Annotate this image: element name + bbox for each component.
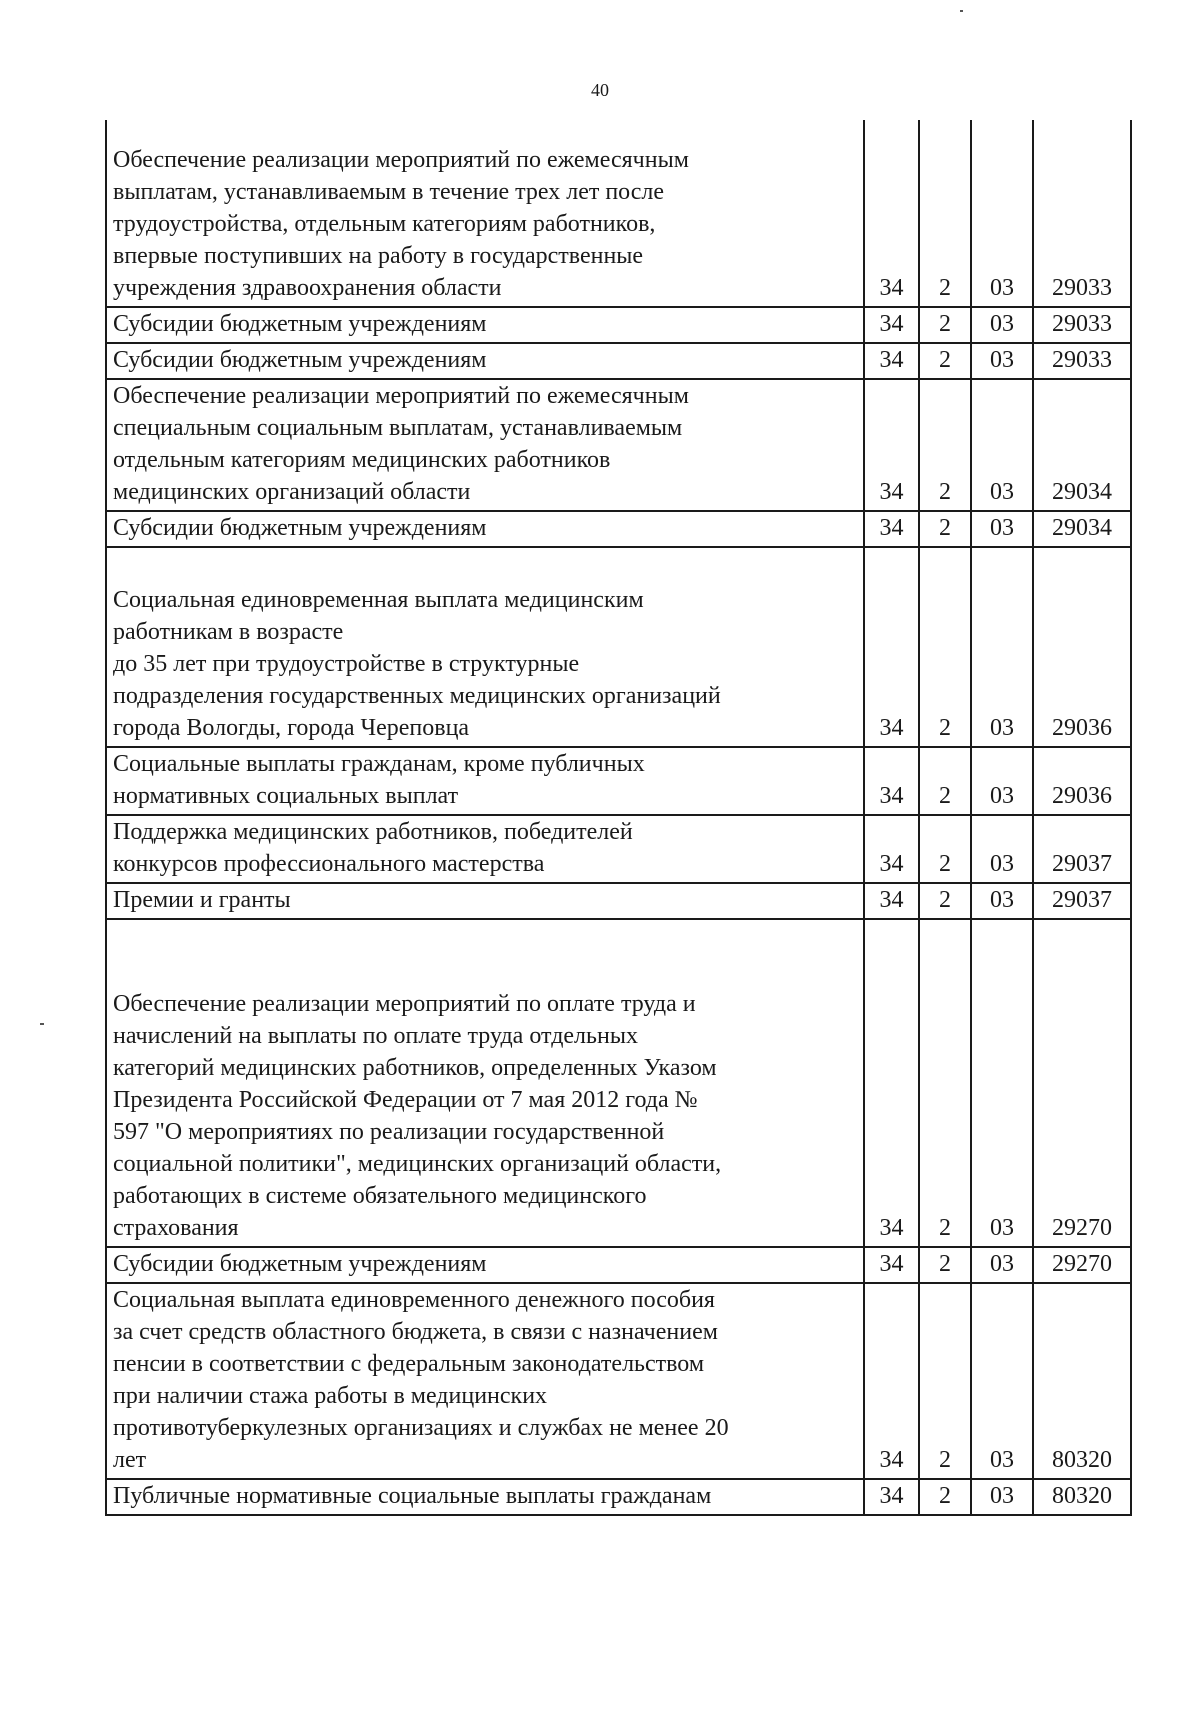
table-row [106,1247,1131,1283]
code-item: 03 [971,547,1033,747]
code-target: 29034 [1033,511,1131,547]
table-row [106,120,1131,307]
code-subsection: 2 [919,815,971,883]
code-subsection: 2 [919,1283,971,1479]
code-item: 03 [971,747,1033,815]
row-description [106,379,864,511]
row-description [106,307,864,343]
description-line: трудоустройства, отдельным категориям работников, [113,211,656,237]
description-line: специальным социальным выплатам, устанавливаемым [113,415,683,441]
description-line: учреждения здравоохранения области [113,275,502,301]
description-line: впервые поступивших на работу в государственные [113,243,644,269]
code-target: 29036 [1033,747,1131,815]
row-description [106,883,864,919]
description-line: Субсидии бюджетным учреждениям [113,515,487,541]
table-row [106,1479,1131,1515]
code-subsection: 2 [919,747,971,815]
code-target: 29036 [1033,547,1131,747]
description-line: нормативных социальных выплат [113,783,459,809]
code-section: 34 [864,747,919,815]
description-line: лет [113,1447,147,1473]
description-line: Публичные нормативные социальные выплаты гражданам [113,1483,712,1509]
description-line: Поддержка медицинских работников, победителей [113,819,633,845]
description-line: выплатам, устанавливаемым в течение трех лет после [113,179,665,205]
description-line: Обеспечение реализации мероприятий по оплате труда и [113,991,696,1017]
table-row [106,343,1131,379]
table-row [106,1283,1131,1479]
description-line: Обеспечение реализации мероприятий по ежемесячным [113,147,689,173]
description-line: при наличии стажа работы в медицинских [113,1383,548,1409]
description-line: Социальная единовременная выплата медицинским [113,587,644,613]
code-target: 29270 [1033,919,1131,1247]
row-description [106,547,864,747]
code-subsection: 2 [919,547,971,747]
code-item: 03 [971,883,1033,919]
code-section: 34 [864,343,919,379]
code-section: 34 [864,1247,919,1283]
code-target: 29033 [1033,343,1131,379]
code-subsection: 2 [919,883,971,919]
code-subsection: 2 [919,379,971,511]
code-item: 03 [971,379,1033,511]
description-line: Социальные выплаты гражданам, кроме публичных [113,751,645,777]
description-line: работникам в возрасте [113,619,344,645]
code-section: 34 [864,1479,919,1515]
code-target: 29034 [1033,379,1131,511]
code-item: 03 [971,1283,1033,1479]
description-line: работающих в системе обязательного медицинского [113,1183,647,1209]
code-subsection: 2 [919,343,971,379]
code-section: 34 [864,547,919,747]
code-target: 80320 [1033,1283,1131,1479]
description-line: Премии и гранты [113,887,291,913]
code-subsection: 2 [919,120,971,307]
code-item: 03 [971,120,1033,307]
description-line: Президента Российской Федерации от 7 мая 2012 года № [113,1087,698,1113]
code-section: 34 [864,379,919,511]
code-section: 34 [864,815,919,883]
code-subsection: 2 [919,1247,971,1283]
code-item: 03 [971,511,1033,547]
scan-speck [960,10,963,12]
row-description [106,120,864,307]
code-item: 03 [971,343,1033,379]
description-line: Обеспечение реализации мероприятий по ежемесячным [113,383,689,409]
table-row [106,511,1131,547]
table-row [106,379,1131,511]
row-description [106,747,864,815]
description-line: пенсии в соответствии с федеральным законодательством [113,1351,705,1377]
code-target: 29037 [1033,883,1131,919]
code-section: 34 [864,919,919,1247]
code-subsection: 2 [919,1479,971,1515]
table-row [106,307,1131,343]
description-line: Субсидии бюджетным учреждениям [113,1251,487,1277]
code-target: 29033 [1033,307,1131,343]
code-section: 34 [864,307,919,343]
code-section: 34 [864,883,919,919]
row-description [106,343,864,379]
code-item: 03 [971,1247,1033,1283]
budget-table [105,120,1132,1516]
description-line: Социальная выплата единовременного денежного пособия [113,1287,715,1313]
table-row [106,919,1131,1247]
description-line: подразделения государственных медицинских организаций [113,683,721,709]
row-description [106,1247,864,1283]
code-target: 29270 [1033,1247,1131,1283]
description-line: Субсидии бюджетным учреждениям [113,311,487,337]
code-subsection: 2 [919,919,971,1247]
description-line: Субсидии бюджетным учреждениям [113,347,487,373]
code-item: 03 [971,815,1033,883]
table-row [106,883,1131,919]
description-line: социальной политики", медицинских организаций области, [113,1151,722,1177]
description-line: до 35 лет при трудоустройстве в структурные [113,651,580,677]
table-body [106,120,1131,1515]
code-section: 34 [864,120,919,307]
description-line: страхования [113,1215,239,1241]
code-section: 34 [864,1283,919,1479]
code-target: 29037 [1033,815,1131,883]
row-description [106,815,864,883]
description-line: начислений на выплаты по оплате труда отдельных [113,1023,638,1049]
table-row [106,747,1131,815]
description-line: отдельным категориям медицинских работников [113,447,611,473]
code-subsection: 2 [919,511,971,547]
code-target: 29033 [1033,120,1131,307]
description-line: города Вологды, города Череповца [113,715,470,741]
description-line: противотуберкулезных организациях и службах не менее 20 [113,1415,729,1441]
description-line: 597 "О мероприятиях по реализации государственной [113,1119,665,1145]
row-description [106,1283,864,1479]
code-item: 03 [971,307,1033,343]
description-line: за счет средств областного бюджета, в связи с назначением [113,1319,718,1345]
row-description [106,919,864,1247]
page-number: 40 [591,80,609,100]
code-target: 80320 [1033,1479,1131,1515]
scan-speck [40,1023,44,1025]
code-section: 34 [864,511,919,547]
description-line: конкурсов профессионального мастерства [113,851,545,877]
code-item: 03 [971,1479,1033,1515]
table-row [106,815,1131,883]
row-description [106,511,864,547]
description-line: категорий медицинских работников, определенных Указом [113,1055,717,1081]
code-item: 03 [971,919,1033,1247]
code-subsection: 2 [919,307,971,343]
description-line: медицинских организаций области [113,479,471,505]
table-row [106,547,1131,747]
row-description [106,1479,864,1515]
